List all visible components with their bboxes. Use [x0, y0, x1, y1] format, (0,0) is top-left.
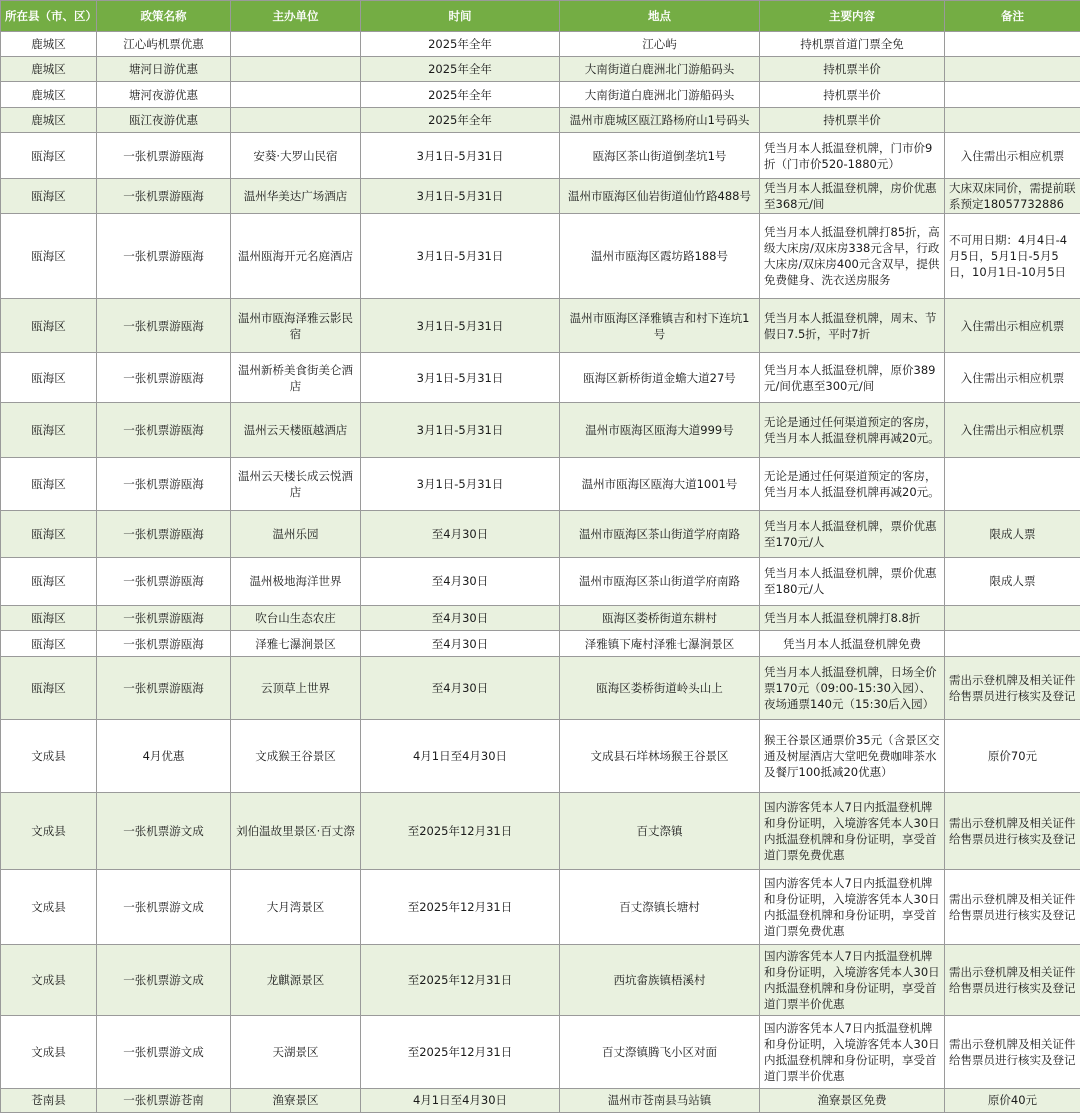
cell-policy: 一张机票游文成 [97, 1015, 231, 1088]
cell-note: 原价70元 [945, 720, 1080, 793]
cell-place: 泽雅镇下庵村泽雅七瀑涧景区 [560, 631, 760, 656]
cell-content: 无论是通过任何渠道预定的客房，凭当月本人抵温登机牌再减20元。 [760, 457, 945, 510]
cell-policy: 一张机票游瓯海 [97, 179, 231, 213]
cell-content: 凭当月本人抵温登机牌，周末、节假日7.5折，平时7折 [760, 299, 945, 352]
cell-organizer: 温州新桥美食街美仑酒店 [231, 352, 361, 402]
cell-policy: 4月优惠 [97, 720, 231, 793]
cell-content: 凭当月本人抵温登机牌免费 [760, 631, 945, 656]
table-row [1, 179, 1080, 213]
cell-policy: 瓯江夜游优惠 [97, 107, 231, 132]
cell-place: 温州市瓯海区茶山街道学府南路 [560, 557, 760, 605]
cell-organizer: 温州云天楼瓯越酒店 [231, 403, 361, 458]
cell-county: 瓯海区 [1, 557, 97, 605]
cell-policy: 塘河日游优惠 [97, 57, 231, 82]
cell-organizer: 天湖景区 [231, 1015, 361, 1088]
cell-county: 瓯海区 [1, 457, 97, 510]
cell-content: 凭当月本人抵温登机牌，票价优惠至170元/人 [760, 511, 945, 557]
cell-note [945, 82, 1080, 107]
cell-content: 国内游客凭本人7日内抵温登机牌和身份证明，入境游客凭本人30日内抵温登机牌和身份证明，享受首道门票免费优惠 [760, 869, 945, 945]
header-time: 时间 [361, 1, 560, 32]
cell-policy: 一张机票游文成 [97, 792, 231, 869]
table-row [1, 1088, 1080, 1112]
cell-policy: 一张机票游瓯海 [97, 606, 231, 631]
header-organizer: 主办单位 [231, 1, 361, 32]
cell-place: 温州市瓯海区瓯海大道999号 [560, 403, 760, 458]
cell-content: 持机票半价 [760, 82, 945, 107]
cell-time: 至2025年12月31日 [361, 869, 560, 945]
cell-time: 4月1日至4月30日 [361, 720, 560, 793]
cell-note [945, 57, 1080, 82]
cell-note: 需出示登机牌及相关证件给售票员进行核实及登记 [945, 945, 1080, 1016]
cell-content: 凭当月本人抵温登机牌打8.8折 [760, 606, 945, 631]
table-row [1, 606, 1080, 631]
table-row [1, 869, 1080, 945]
cell-policy: 一张机票游瓯海 [97, 511, 231, 557]
cell-organizer [231, 82, 361, 107]
cell-time: 2025年全年 [361, 107, 560, 132]
cell-policy: 一张机票游苍南 [97, 1088, 231, 1112]
cell-county: 鹿城区 [1, 57, 97, 82]
cell-organizer [231, 107, 361, 132]
table-row [1, 1015, 1080, 1088]
cell-note: 需出示登机牌及相关证件给售票员进行核实及登记 [945, 656, 1080, 720]
header-content: 主要内容 [760, 1, 945, 32]
cell-organizer [231, 32, 361, 57]
table-row [1, 656, 1080, 720]
cell-county: 鹿城区 [1, 82, 97, 107]
cell-policy: 一张机票游瓯海 [97, 457, 231, 510]
cell-note [945, 606, 1080, 631]
cell-time: 3月1日-5月31日 [361, 457, 560, 510]
table-row [1, 792, 1080, 869]
cell-county: 瓯海区 [1, 352, 97, 402]
cell-county: 瓯海区 [1, 299, 97, 352]
cell-county: 瓯海区 [1, 403, 97, 458]
cell-content: 凭当月本人抵温登机牌，房价优惠至368元/间 [760, 179, 945, 213]
cell-time: 至4月30日 [361, 631, 560, 656]
cell-policy: 江心屿机票优惠 [97, 32, 231, 57]
cell-place: 瓯海区娄桥街道东耕村 [560, 606, 760, 631]
table-row [1, 457, 1080, 510]
cell-organizer: 安葵·大罗山民宿 [231, 132, 361, 178]
cell-time: 至2025年12月31日 [361, 792, 560, 869]
cell-note: 限成人票 [945, 511, 1080, 557]
cell-county: 鹿城区 [1, 107, 97, 132]
cell-policy: 一张机票游瓯海 [97, 213, 231, 299]
cell-content: 凭当月本人抵温登机牌，门市价9折（门市价520-1880元） [760, 132, 945, 178]
cell-place: 百丈漈镇长塘村 [560, 869, 760, 945]
cell-place: 江心屿 [560, 32, 760, 57]
cell-time: 3月1日-5月31日 [361, 403, 560, 458]
table-row [1, 107, 1080, 132]
cell-place: 温州市瓯海区茶山街道学府南路 [560, 511, 760, 557]
cell-time: 至4月30日 [361, 656, 560, 720]
cell-time: 至4月30日 [361, 557, 560, 605]
cell-time: 至4月30日 [361, 511, 560, 557]
table-row [1, 32, 1080, 57]
cell-time: 3月1日-5月31日 [361, 299, 560, 352]
table-row [1, 82, 1080, 107]
cell-county: 文成县 [1, 945, 97, 1016]
cell-place: 温州市瓯海区仙岩街道仙竹路488号 [560, 179, 760, 213]
cell-content: 凭当月本人抵温登机牌打85折，高级大床房/双床房338元含早，行政大床房/双床房400元含双早，提供免费健身、洗衣送房服务 [760, 213, 945, 299]
cell-note: 需出示登机牌及相关证件给售票员进行核实及登记 [945, 869, 1080, 945]
cell-note: 入住需出示相应机票 [945, 403, 1080, 458]
cell-time: 2025年全年 [361, 82, 560, 107]
table-row [1, 557, 1080, 605]
cell-organizer: 温州市瓯海泽雅云影民宿 [231, 299, 361, 352]
table-header-row [1, 1, 1080, 32]
cell-county: 瓯海区 [1, 132, 97, 178]
cell-policy: 一张机票游瓯海 [97, 403, 231, 458]
cell-county: 瓯海区 [1, 631, 97, 656]
cell-time: 2025年全年 [361, 57, 560, 82]
table-row [1, 511, 1080, 557]
cell-policy: 一张机票游瓯海 [97, 557, 231, 605]
header-place: 地点 [560, 1, 760, 32]
cell-organizer: 温州华美达广场酒店 [231, 179, 361, 213]
cell-place: 温州市苍南县马站镇 [560, 1088, 760, 1112]
cell-organizer: 渔寮景区 [231, 1088, 361, 1112]
cell-note: 需出示登机牌及相关证件给售票员进行核实及登记 [945, 1015, 1080, 1088]
cell-note: 入住需出示相应机票 [945, 132, 1080, 178]
cell-content: 国内游客凭本人7日内抵温登机牌和身份证明，入境游客凭本人30日内抵温登机牌和身份证明，享受首道门票半价优惠 [760, 1015, 945, 1088]
cell-time: 至2025年12月31日 [361, 945, 560, 1016]
cell-content: 国内游客凭本人7日内抵温登机牌和身份证明，入境游客凭本人30日内抵温登机牌和身份证明，享受首道门票免费优惠 [760, 792, 945, 869]
cell-policy: 一张机票游文成 [97, 945, 231, 1016]
cell-note [945, 32, 1080, 57]
cell-content: 凭当月本人抵温登机牌，日场全价票170元（09:00-15:30入园）、夜场通票140元（15:30后入园） [760, 656, 945, 720]
cell-organizer: 刘伯温故里景区·百丈漈 [231, 792, 361, 869]
header-county: 所在县（市、区） [1, 1, 97, 32]
cell-content: 持机票首道门票全免 [760, 32, 945, 57]
cell-time: 2025年全年 [361, 32, 560, 57]
cell-time: 至4月30日 [361, 606, 560, 631]
cell-note: 不可用日期：4月4日-4月5日，5月1日-5月5日，10月1日-10月5日 [945, 213, 1080, 299]
cell-place: 温州市瓯海区瓯海大道1001号 [560, 457, 760, 510]
cell-county: 瓯海区 [1, 656, 97, 720]
cell-place: 温州市鹿城区瓯江路杨府山1号码头 [560, 107, 760, 132]
cell-organizer: 温州瓯海开元名庭酒店 [231, 213, 361, 299]
cell-time: 3月1日-5月31日 [361, 132, 560, 178]
cell-organizer: 温州云天楼长成云悦酒店 [231, 457, 361, 510]
cell-county: 文成县 [1, 869, 97, 945]
header-note: 备注 [945, 1, 1080, 32]
cell-content: 持机票半价 [760, 107, 945, 132]
cell-organizer: 大月湾景区 [231, 869, 361, 945]
cell-county: 文成县 [1, 720, 97, 793]
cell-county: 苍南县 [1, 1088, 97, 1112]
table-row [1, 132, 1080, 178]
cell-place: 百丈漈镇 [560, 792, 760, 869]
cell-county: 瓯海区 [1, 213, 97, 299]
cell-content: 国内游客凭本人7日内抵温登机牌和身份证明，入境游客凭本人30日内抵温登机牌和身份证明，享受首道门票半价优惠 [760, 945, 945, 1016]
cell-organizer [231, 57, 361, 82]
cell-policy: 塘河夜游优惠 [97, 82, 231, 107]
cell-organizer: 龙麒源景区 [231, 945, 361, 1016]
cell-organizer: 云顶草上世界 [231, 656, 361, 720]
cell-organizer: 文成猴王谷景区 [231, 720, 361, 793]
cell-content: 持机票半价 [760, 57, 945, 82]
cell-place: 西坑畲族镇梧溪村 [560, 945, 760, 1016]
cell-county: 瓯海区 [1, 179, 97, 213]
cell-place: 瓯海区娄桥街道岭头山上 [560, 656, 760, 720]
cell-note [945, 631, 1080, 656]
cell-place: 瓯海区新桥街道金蟾大道27号 [560, 352, 760, 402]
cell-organizer: 温州乐园 [231, 511, 361, 557]
cell-note [945, 457, 1080, 510]
table-row [1, 213, 1080, 299]
table-row [1, 720, 1080, 793]
cell-policy: 一张机票游瓯海 [97, 132, 231, 178]
table-row [1, 352, 1080, 402]
cell-content: 凭当月本人抵温登机牌，原价389元/间优惠至300元/间 [760, 352, 945, 402]
cell-organizer: 吹台山生态农庄 [231, 606, 361, 631]
cell-time: 3月1日-5月31日 [361, 213, 560, 299]
cell-place: 温州市瓯海区泽雅镇吉和村下连坑1号 [560, 299, 760, 352]
cell-time: 3月1日-5月31日 [361, 352, 560, 402]
cell-policy: 一张机票游瓯海 [97, 656, 231, 720]
table-row [1, 631, 1080, 656]
cell-county: 鹿城区 [1, 32, 97, 57]
table-body [1, 32, 1080, 1113]
cell-place: 温州市瓯海区霞坊路188号 [560, 213, 760, 299]
cell-organizer: 泽雅七瀑涧景区 [231, 631, 361, 656]
cell-content: 无论是通过任何渠道预定的客房，凭当月本人抵温登机牌再减20元。 [760, 403, 945, 458]
cell-place: 大南街道白鹿洲北门游船码头 [560, 57, 760, 82]
cell-place: 大南街道白鹿洲北门游船码头 [560, 82, 760, 107]
cell-county: 文成县 [1, 792, 97, 869]
cell-place: 百丈漈镇腾飞小区对面 [560, 1015, 760, 1088]
cell-note: 入住需出示相应机票 [945, 299, 1080, 352]
cell-policy: 一张机票游瓯海 [97, 352, 231, 402]
header-policy: 政策名称 [97, 1, 231, 32]
cell-place: 文成县石垟林场猴王谷景区 [560, 720, 760, 793]
cell-note: 大床双床同价，需提前联系预定18057732886 [945, 179, 1080, 213]
cell-time: 4月1日至4月30日 [361, 1088, 560, 1112]
cell-note: 需出示登机牌及相关证件给售票员进行核实及登记 [945, 792, 1080, 869]
cell-place: 瓯海区茶山街道倒垄坑1号 [560, 132, 760, 178]
cell-note: 原价40元 [945, 1088, 1080, 1112]
cell-content: 猴王谷景区通票价35元（含景区交通及树屋酒店大堂吧免费咖啡茶水及餐厅100抵减20优惠） [760, 720, 945, 793]
cell-content: 凭当月本人抵温登机牌，票价优惠至180元/人 [760, 557, 945, 605]
cell-county: 文成县 [1, 1015, 97, 1088]
cell-county: 瓯海区 [1, 511, 97, 557]
cell-note [945, 107, 1080, 132]
cell-note: 入住需出示相应机票 [945, 352, 1080, 402]
cell-policy: 一张机票游瓯海 [97, 631, 231, 656]
cell-policy: 一张机票游文成 [97, 869, 231, 945]
cell-note: 限成人票 [945, 557, 1080, 605]
table-row [1, 945, 1080, 1016]
table-row [1, 403, 1080, 458]
cell-time: 至2025年12月31日 [361, 1015, 560, 1088]
table-row [1, 299, 1080, 352]
cell-county: 瓯海区 [1, 606, 97, 631]
cell-organizer: 温州极地海洋世界 [231, 557, 361, 605]
cell-time: 3月1日-5月31日 [361, 179, 560, 213]
table-row [1, 57, 1080, 82]
cell-content: 渔寮景区免费 [760, 1088, 945, 1112]
cell-policy: 一张机票游瓯海 [97, 299, 231, 352]
